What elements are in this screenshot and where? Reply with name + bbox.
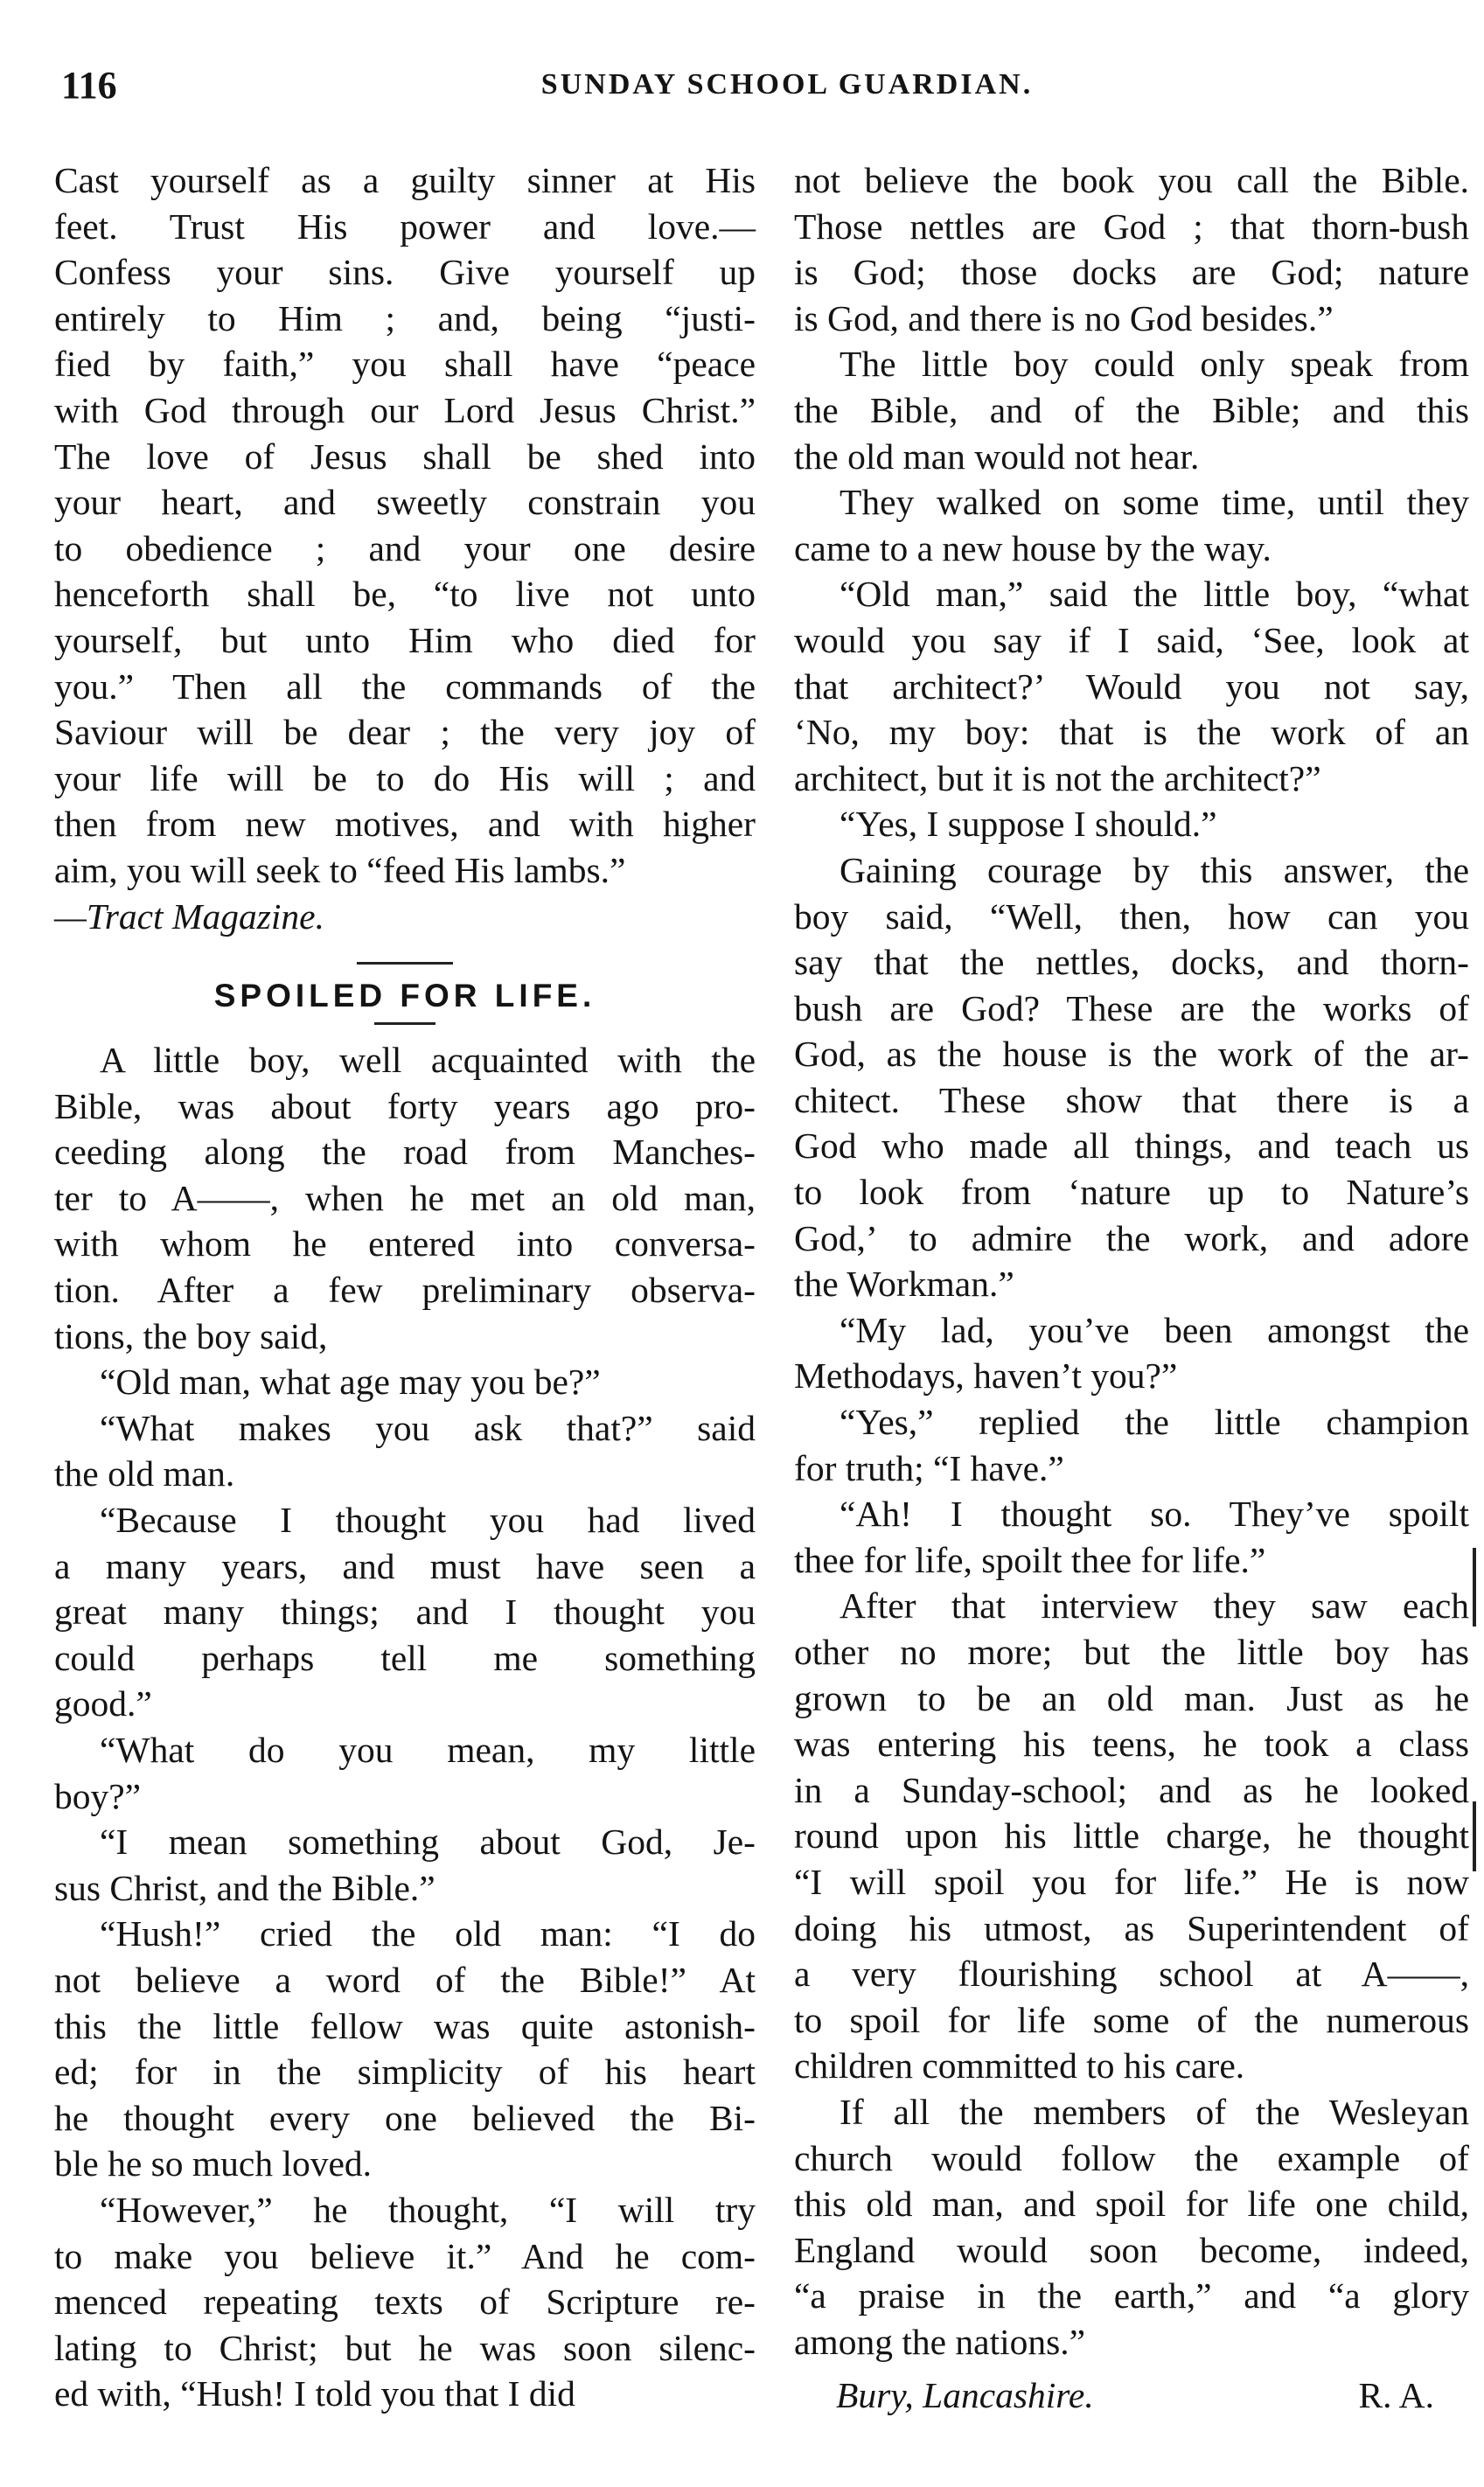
text-line: round upon his little charge, he thought xyxy=(794,1815,1469,1857)
text-line: the old man would not hear. xyxy=(794,435,1200,477)
text-line: to make you believe it.” And he com- xyxy=(54,2235,756,2276)
text-line: with God through our Lord Jesus Christ.” xyxy=(54,389,756,430)
text-line: ed; for in the simplicity of his heart xyxy=(54,2052,756,2093)
text-line: in a Sunday-school; and as he looked xyxy=(794,1769,1469,1810)
text-line: sus Christ, and the Bible.” xyxy=(54,1867,435,1908)
text-line: menced repeating texts of Scripture re- xyxy=(54,2281,756,2323)
page-number: 116 xyxy=(61,64,117,107)
text-line: “Because I thought you had lived xyxy=(100,1500,756,1541)
right-column xyxy=(794,157,1469,2418)
text-line: ceeding along the road from Manches- xyxy=(54,1132,756,1173)
text-line: They walked on some time, until they xyxy=(840,482,1469,523)
paragraph xyxy=(54,2187,756,2417)
text-line: the Workman.” xyxy=(794,1264,1014,1305)
paragraph xyxy=(794,847,1469,1307)
text-line: a very flourishing school at A——, xyxy=(794,1954,1469,1995)
text-line: “Yes,” replied the little champion xyxy=(840,1402,1469,1443)
text-line: If all the members of the Wesleyan xyxy=(840,2091,1469,2132)
text-line: say that the nettles, docks, and thorn- xyxy=(794,942,1469,983)
text-line: lating to Christ; but he was soon silenc- xyxy=(54,2327,756,2368)
paragraph xyxy=(794,1583,1469,2089)
text-line: henceforth shall be, “to live not unto xyxy=(54,574,756,615)
text-line: your life will be to do His will ; and xyxy=(54,757,756,798)
signature-place: Bury, Lancashire. xyxy=(836,2374,1094,2415)
text-line: feet. Trust His power and love.— xyxy=(54,206,756,247)
text-line: to obedience ; and your one desire xyxy=(54,527,756,568)
text-line: you.” Then all the commands of the xyxy=(54,665,756,707)
text-line: Bible, was about forty years ago pro- xyxy=(54,1085,756,1126)
text-line: not believe the book you call the Bible. xyxy=(794,160,1469,200)
text-line: Saviour will be dear ; the very joy of xyxy=(54,712,756,753)
paragraph xyxy=(54,1405,756,1497)
text-line: tion. After a few preliminary observa- xyxy=(54,1270,756,1311)
text-line: God,’ to admire the work, and adore xyxy=(794,1217,1469,1258)
text-line: “a praise in the earth,” and “a glory xyxy=(794,2275,1469,2316)
text-line: God, as the house is the work of the ar- xyxy=(794,1034,1469,1075)
left-column xyxy=(54,157,756,2417)
text-line: Confess your sins. Give yourself up xyxy=(54,252,756,293)
continued-text xyxy=(54,157,756,894)
paragraph xyxy=(794,1399,1469,1491)
text-line: your heart, and sweetly constrain you xyxy=(54,482,756,523)
paragraph xyxy=(794,1307,1469,1399)
text-line: yourself, but unto Him who died for xyxy=(54,619,756,660)
text-line: the old man. xyxy=(54,1453,235,1494)
text-line: fied by faith,” you shall have “peace xyxy=(54,344,756,385)
text-line: then from new motives, and with higher xyxy=(54,804,756,845)
text-line: The little boy could only speak from xyxy=(840,344,1469,385)
paragraph xyxy=(794,479,1469,571)
text-line: aim, you will seek to “feed His lambs.” xyxy=(54,849,626,890)
text-line: chitect. These show that there is a xyxy=(794,1079,1469,1120)
signature-initials: R. A. xyxy=(1358,2374,1434,2415)
text-line: boy?” xyxy=(54,1775,142,1816)
text-line: the Bible, and of the Bible; and this xyxy=(794,389,1469,430)
text-line: church would follow the example of xyxy=(794,2137,1469,2178)
text-line: that architect?’ Would you not say, xyxy=(794,665,1469,707)
text-line: doing his utmost, as Superintendent of xyxy=(794,1907,1469,1948)
text-line: “Ah! I thought so. They’ve spoilt xyxy=(840,1494,1469,1535)
text-line: a many years, and must have seen a xyxy=(54,1545,756,1586)
text-line: with whom he entered into conversa- xyxy=(54,1223,756,1264)
paragraph xyxy=(794,157,1469,341)
paragraph xyxy=(794,801,1469,847)
text-line: is God; those docks are God; nature xyxy=(794,252,1469,293)
text-line: this the little fellow was quite astonish- xyxy=(54,2005,756,2046)
text-line: was entering his teens, he took a class xyxy=(794,1724,1469,1765)
text-line: Cast yourself as a guilty sinner at His xyxy=(54,160,756,200)
text-line: he thought every one believed the Bi- xyxy=(54,2097,756,2138)
text-line: not believe a word of the Bible!” At xyxy=(54,1959,756,2000)
text-line: came to a new house by the way. xyxy=(794,527,1272,568)
text-line: ed with, “Hush! I told you that I did xyxy=(54,2373,575,2414)
text-line: other no more; but the little boy has xyxy=(794,1632,1469,1672)
text-line: this old man, and spoil for life one child, xyxy=(794,2184,1469,2225)
text-line: among the nations.” xyxy=(794,2321,1086,2362)
signature xyxy=(794,2372,1469,2419)
paragraph xyxy=(794,341,1469,479)
text-line: Those nettles are God ; that thorn-bush xyxy=(794,206,1469,247)
paragraph xyxy=(54,1819,756,1911)
text-line: “I will spoil you for life.” He is now xyxy=(794,1861,1469,1902)
paragraph xyxy=(794,2089,1469,2365)
paragraph xyxy=(54,1359,756,1405)
divider-rule xyxy=(374,1022,435,1025)
text-line: “Yes, I suppose I should.” xyxy=(840,804,1217,845)
text-line: good.” xyxy=(54,1683,152,1724)
text-line: children committed to his care. xyxy=(794,2045,1245,2086)
text-line: The love of Jesus shall be shed into xyxy=(54,435,756,477)
text-line: bush are God? These are the works of xyxy=(794,987,1469,1028)
text-line: A little boy, well acquainted with the xyxy=(100,1040,756,1081)
page-header xyxy=(61,63,1443,115)
text-line: England would soon become, indeed, xyxy=(794,2229,1469,2270)
running-title: SUNDAY SCHOOL GUARDIAN. xyxy=(540,68,1034,101)
section-title: SPOILED FOR LIFE. xyxy=(213,978,596,1014)
text-line: “What makes you ask that?” said xyxy=(100,1407,756,1448)
paragraph xyxy=(54,1497,756,1727)
text-line: tions, the boy said, xyxy=(54,1315,328,1356)
paragraph xyxy=(54,1727,756,1819)
text-line: “Old man, what age may you be?” xyxy=(100,1362,601,1403)
text-line: would you say if I said, ‘See, look at xyxy=(794,619,1469,660)
text-line: great many things; and I thought you xyxy=(54,1592,756,1633)
text-line: boy said, “Well, then, how can you xyxy=(794,895,1469,937)
paragraph xyxy=(794,1491,1469,1583)
text-line: architect, but it is not the architect?” xyxy=(794,757,1321,798)
text-line: “Old man,” said the little boy, “what xyxy=(840,574,1469,615)
text-line: Methodays, haven’t you?” xyxy=(794,1355,1178,1397)
text-line: “My lad, you’ve been amongst the xyxy=(840,1309,1469,1350)
paragraph xyxy=(54,1037,756,1359)
text-line: “However,” he thought, “I will try xyxy=(100,2189,756,2230)
text-line: “What do you mean, my little xyxy=(100,1730,756,1770)
source-attribution: —Tract Magazine. xyxy=(54,895,324,937)
divider-rule xyxy=(357,962,453,965)
edge-mark xyxy=(1473,1548,1476,1627)
text-line: to look from ‘nature up to Nature’s xyxy=(794,1172,1469,1213)
text-line: “Hush!” cried the old man: “I do xyxy=(100,1913,756,1954)
text-line: to spoil for life some of the numerous xyxy=(794,1999,1469,2040)
text-line: entirely to Him ; and, being “justi- xyxy=(54,297,756,338)
paragraph xyxy=(794,571,1469,801)
text-line: grown to be an old man. Just as he xyxy=(794,1677,1469,1718)
text-line: Gaining courage by this answer, the xyxy=(840,849,1469,890)
paragraph xyxy=(54,1911,756,2187)
text-line: for truth; “I have.” xyxy=(794,1447,1064,1488)
edge-mark xyxy=(1473,1801,1476,1871)
text-line: God who made all things, and teach us xyxy=(794,1125,1469,1167)
text-line: thee for life, spoilt thee for life.” xyxy=(794,1539,1266,1580)
text-line: ble he so much loved. xyxy=(54,2143,373,2184)
text-line: ter to A——, when he met an old man, xyxy=(54,1177,756,1218)
text-line: ‘No, my boy: that is the work of an xyxy=(794,712,1469,753)
text-line: “I mean something about God, Je- xyxy=(100,1822,756,1863)
text-line: could perhaps tell me something xyxy=(54,1637,756,1678)
text-line: After that interview they saw each xyxy=(840,1585,1469,1627)
text-line: is God, and there is no God besides.” xyxy=(794,297,1334,338)
